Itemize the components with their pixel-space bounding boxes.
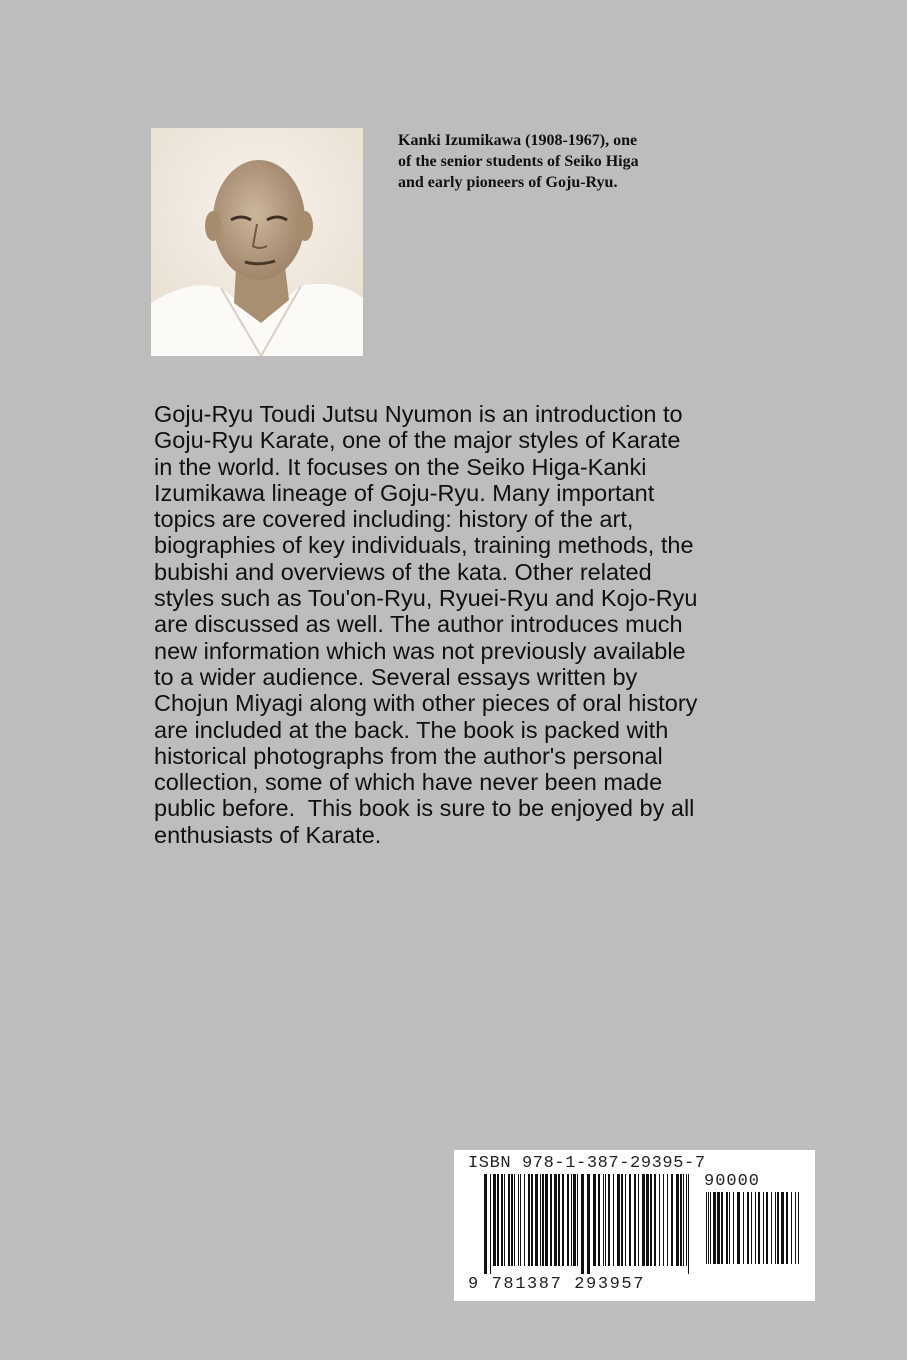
barcode-bar	[504, 1174, 505, 1266]
barcode-bar	[540, 1174, 541, 1266]
barcode-bar	[550, 1174, 552, 1266]
barcode-bar	[795, 1192, 796, 1264]
barcode-bar	[729, 1192, 730, 1264]
barcode-bar	[755, 1192, 756, 1264]
caption-line: and early pioneers of Goju-Ryu.	[398, 174, 618, 191]
barcode-bar	[667, 1174, 668, 1266]
barcode-bar	[497, 1174, 499, 1266]
barcode-bar	[571, 1174, 572, 1266]
barcode-bar	[518, 1174, 519, 1266]
barcode-bar	[676, 1174, 679, 1266]
barcode-bar	[751, 1192, 752, 1264]
description-line: are discussed as well. The author introduces much	[154, 611, 683, 638]
barcode-bar	[581, 1174, 584, 1274]
barcode-bar	[663, 1174, 664, 1266]
barcode-bar	[646, 1174, 649, 1266]
barcode-bar	[713, 1192, 716, 1264]
barcode-bar	[577, 1174, 578, 1266]
barcode-bar	[721, 1192, 723, 1264]
barcode-bar	[554, 1174, 557, 1266]
barcode-bar	[608, 1174, 610, 1266]
barcode-bar	[634, 1174, 636, 1266]
barcode-bar	[671, 1174, 673, 1266]
barcode-bar	[514, 1174, 515, 1266]
barcode-bar	[531, 1174, 533, 1266]
barcode-bar	[758, 1192, 760, 1264]
barcode-bar	[511, 1174, 513, 1266]
barcode-bar	[567, 1174, 569, 1266]
description-line: new information which was not previously available	[154, 637, 686, 664]
ean-barcode-bars	[484, 1174, 692, 1274]
barcode-bar	[763, 1192, 764, 1264]
barcode-bar	[493, 1174, 496, 1266]
barcode-bar	[654, 1174, 656, 1266]
barcode-bar	[605, 1174, 606, 1266]
barcode-bar	[629, 1174, 631, 1266]
barcode-bar	[508, 1174, 510, 1266]
barcode-bar	[558, 1174, 560, 1266]
barcode-bar	[562, 1174, 564, 1266]
barcode-bar	[710, 1192, 711, 1264]
barcode-bar	[613, 1174, 614, 1266]
barcode-bar	[650, 1174, 652, 1266]
barcode-bar	[501, 1174, 503, 1266]
description-line: bubishi and overviews of the kata. Other related	[154, 558, 652, 585]
barcode-bar	[766, 1192, 768, 1264]
barcode-bar	[535, 1174, 538, 1266]
portrait-photo	[151, 128, 363, 356]
description-line: enthusiasts of Karate.	[154, 821, 382, 848]
barcode-bar	[737, 1192, 740, 1264]
description-line: to a wider audience. Several essays written by	[154, 663, 638, 690]
book-description	[154, 401, 794, 848]
description-line: styles such as Tou'on-Ryu, Ryuei-Ryu and Kojo-Ryu	[154, 585, 698, 612]
description-line: Goju-Ryu Toudi Jutsu Nyumon is an introduction to	[154, 401, 683, 427]
barcode-bar	[747, 1192, 749, 1264]
barcode-bar	[686, 1174, 687, 1266]
description-line: historical photographs from the author's personal	[154, 742, 663, 769]
barcode-bar	[642, 1174, 645, 1266]
description-line: biographies of key individuals, training methods, the	[154, 532, 694, 559]
description-line: collection, some of which have never been made	[154, 769, 663, 796]
barcode-bar	[520, 1174, 521, 1266]
barcode-bar	[688, 1174, 689, 1274]
barcode-bar	[545, 1174, 548, 1266]
barcode-bar	[775, 1192, 776, 1264]
description-line: Chojun Miyagi along with other pieces of oral history	[154, 690, 698, 717]
barcode-bar	[786, 1192, 788, 1264]
ean-digits: 9 781387 293957	[468, 1275, 646, 1294]
description-line: Izumikawa lineage of Goju-Ryu. Many important	[154, 479, 655, 506]
description-line: Goju-Ryu Karate, one of the major styles of Karate	[154, 427, 681, 454]
barcode-bar	[638, 1174, 639, 1266]
isbn-label: ISBN 978-1-387-29395-7	[468, 1154, 706, 1173]
barcode-bar	[593, 1174, 596, 1266]
barcode-bar	[659, 1174, 660, 1266]
barcode-bar	[524, 1174, 525, 1266]
barcode-bar	[542, 1174, 544, 1266]
caption-line: of the senior students of Seiko Higa	[398, 153, 639, 170]
barcode-bar	[528, 1174, 530, 1266]
barcode-bar	[777, 1192, 779, 1264]
description-line: public before. This book is sure to be enjoyed by all	[154, 795, 695, 822]
barcode-bar	[798, 1192, 799, 1264]
barcode-bar	[791, 1192, 792, 1264]
barcode-bar	[726, 1192, 728, 1264]
barcode-bar	[587, 1174, 590, 1274]
barcode-bar	[617, 1174, 620, 1266]
description-line: topics are covered including: history of the art,	[154, 506, 634, 533]
description-line: are included at the back. The book is packed with	[154, 716, 669, 743]
barcode-bar	[771, 1192, 772, 1264]
caption-line: Kanki Izumikawa (1908-1967), one	[398, 132, 638, 149]
isbn-barcode	[454, 1150, 815, 1301]
barcode-bar	[490, 1174, 491, 1274]
barcode-bar	[680, 1174, 682, 1266]
barcode-bar	[733, 1192, 734, 1264]
barcode-bar	[484, 1174, 487, 1274]
addon-barcode-bars	[706, 1192, 801, 1292]
barcode-bar	[598, 1174, 600, 1266]
barcode-bar	[573, 1174, 576, 1266]
barcode-bar	[708, 1192, 709, 1264]
barcode-bar	[625, 1174, 626, 1266]
barcode-bar	[743, 1192, 744, 1264]
price-code: 90000	[704, 1172, 761, 1191]
barcode-bar	[717, 1192, 720, 1264]
barcode-bar	[603, 1174, 604, 1266]
photo-caption	[398, 130, 738, 193]
barcode-bar	[621, 1174, 623, 1266]
barcode-bar	[706, 1192, 707, 1264]
barcode-bar	[683, 1174, 684, 1266]
barcode-bar	[781, 1192, 784, 1264]
description-line: in the world. It focuses on the Seiko Higa-Kanki	[154, 453, 647, 480]
